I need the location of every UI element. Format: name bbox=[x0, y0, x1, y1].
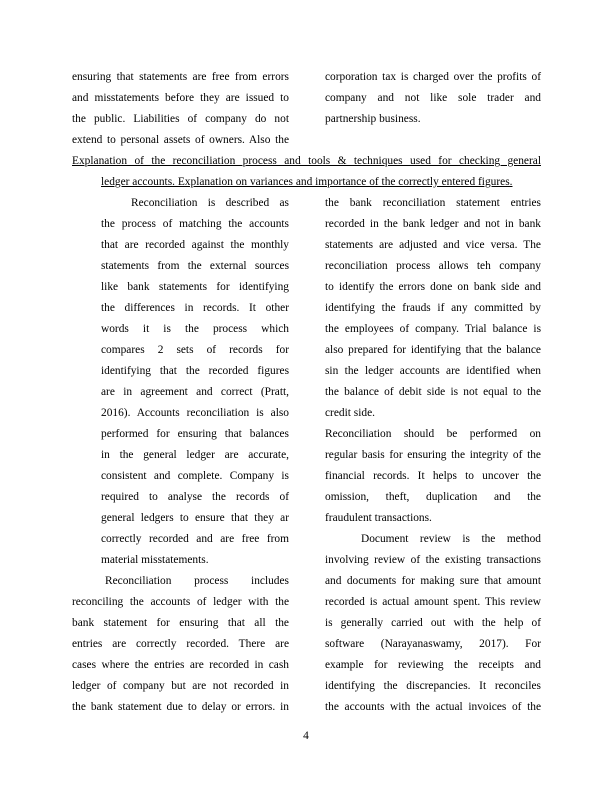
text-line: the process of matching the accounts bbox=[101, 218, 289, 230]
text-line: fraudulent transactions. bbox=[325, 512, 432, 524]
text-line: recorded in the bank ledger and not in bank bbox=[325, 218, 541, 230]
text-line: compares 2 sets of records for bbox=[101, 344, 289, 356]
text-line: performed for ensuring that balances bbox=[101, 428, 289, 440]
text-line: the bank statement due to delay or errors. in bbox=[72, 701, 289, 713]
text-line: are in agreement and correct (Pratt, bbox=[101, 386, 289, 398]
text-line: Reconciliation is described as bbox=[131, 197, 289, 209]
text-line: bank statement for ensuring that all the bbox=[72, 617, 289, 629]
text-line: partnership business. bbox=[325, 113, 421, 125]
text-line: 2016). Accounts reconciliation is also bbox=[101, 407, 289, 419]
heading-line: Explanation of the reconciliation process and tools & techniques used for checking general bbox=[72, 155, 541, 167]
text-line: the accounts with the actual invoices of the bbox=[325, 701, 541, 713]
text-line: credit side. bbox=[325, 407, 375, 419]
text-line: and misstatements before they are issued to bbox=[72, 92, 289, 104]
text-line: company and not like sole trader and bbox=[325, 92, 541, 104]
text-line: regular basis for ensuring the integrity of the bbox=[325, 449, 541, 461]
text-line: to identify the errors done on bank side and bbox=[325, 281, 541, 293]
text-line: correctly recorded and are free from bbox=[101, 533, 289, 545]
text-line: that are recorded against the monthly bbox=[101, 239, 289, 251]
page-number: 4 bbox=[303, 730, 309, 742]
text-line: the employees of company. Trial balance is bbox=[325, 323, 541, 335]
text-line: the differences in records. It other bbox=[101, 302, 289, 314]
text-line: the balance of debit side is not equal to the bbox=[325, 386, 541, 398]
text-line: Reconciliation process includes bbox=[105, 575, 289, 587]
text-line: involving review of the existing transactions bbox=[325, 554, 541, 566]
text-line: financial records. It helps to uncover the bbox=[325, 470, 541, 482]
text-line: ensuring that statements are free from errors bbox=[72, 71, 289, 83]
text-line: and documents for making sure that amount bbox=[325, 575, 541, 587]
text-line: in the general ledger are accurate, bbox=[101, 449, 289, 461]
text-line: example for reviewing the receipts and bbox=[325, 659, 541, 671]
text-line: reconciliation process allows teh company bbox=[325, 260, 541, 272]
text-line: like bank statements for identifying bbox=[101, 281, 289, 293]
text-line: corporation tax is charged over the profits of bbox=[325, 71, 541, 83]
text-line: ledger of company but are not recorded in bbox=[72, 680, 289, 692]
text-line: identifying the discrepancies. It reconciles bbox=[325, 680, 541, 692]
text-line: the public. Liabilities of company do not bbox=[72, 113, 289, 125]
text-line: omission, theft, duplication and the bbox=[325, 491, 541, 503]
text-line: identifying the frauds if any committed by bbox=[325, 302, 541, 314]
text-line: sin the ledger accounts are identified when bbox=[325, 365, 541, 377]
text-line: Document review is the method bbox=[361, 533, 541, 545]
text-line: the bank reconciliation statement entries bbox=[325, 197, 541, 209]
text-line: cases where the entries are recorded in cash bbox=[72, 659, 289, 671]
text-line: general ledgers to ensure that they ar bbox=[101, 512, 289, 524]
text-line: words it is the process which bbox=[101, 323, 289, 335]
text-line: also prepared for identifying that the balance bbox=[325, 344, 541, 356]
text-line: Reconciliation should be performed on bbox=[325, 428, 541, 440]
text-line: software (Narayanaswamy, 2017). For bbox=[325, 638, 541, 650]
text-line: extend to personal assets of owners. Also the bbox=[72, 134, 289, 146]
text-line: consistent and complete. Company is bbox=[101, 470, 289, 482]
text-line: recorded is actual amount spent. This review bbox=[325, 596, 541, 608]
text-line: material misstatements. bbox=[101, 554, 209, 566]
text-line: reconciling the accounts of ledger with the bbox=[72, 596, 289, 608]
text-line: identifying that the recorded figures bbox=[101, 365, 289, 377]
text-line: statements from the external sources bbox=[101, 260, 289, 272]
heading-line: ledger accounts. Explanation on variances and importance of the correctly entered figures. bbox=[101, 176, 513, 188]
text-line: required to analyse the records of bbox=[101, 491, 289, 503]
text-line: is generally carried out with the help of bbox=[325, 617, 541, 629]
text-line: entries are correctly recorded. There are bbox=[72, 638, 289, 650]
text-line: statements are adjusted and vice versa. The bbox=[325, 239, 541, 251]
